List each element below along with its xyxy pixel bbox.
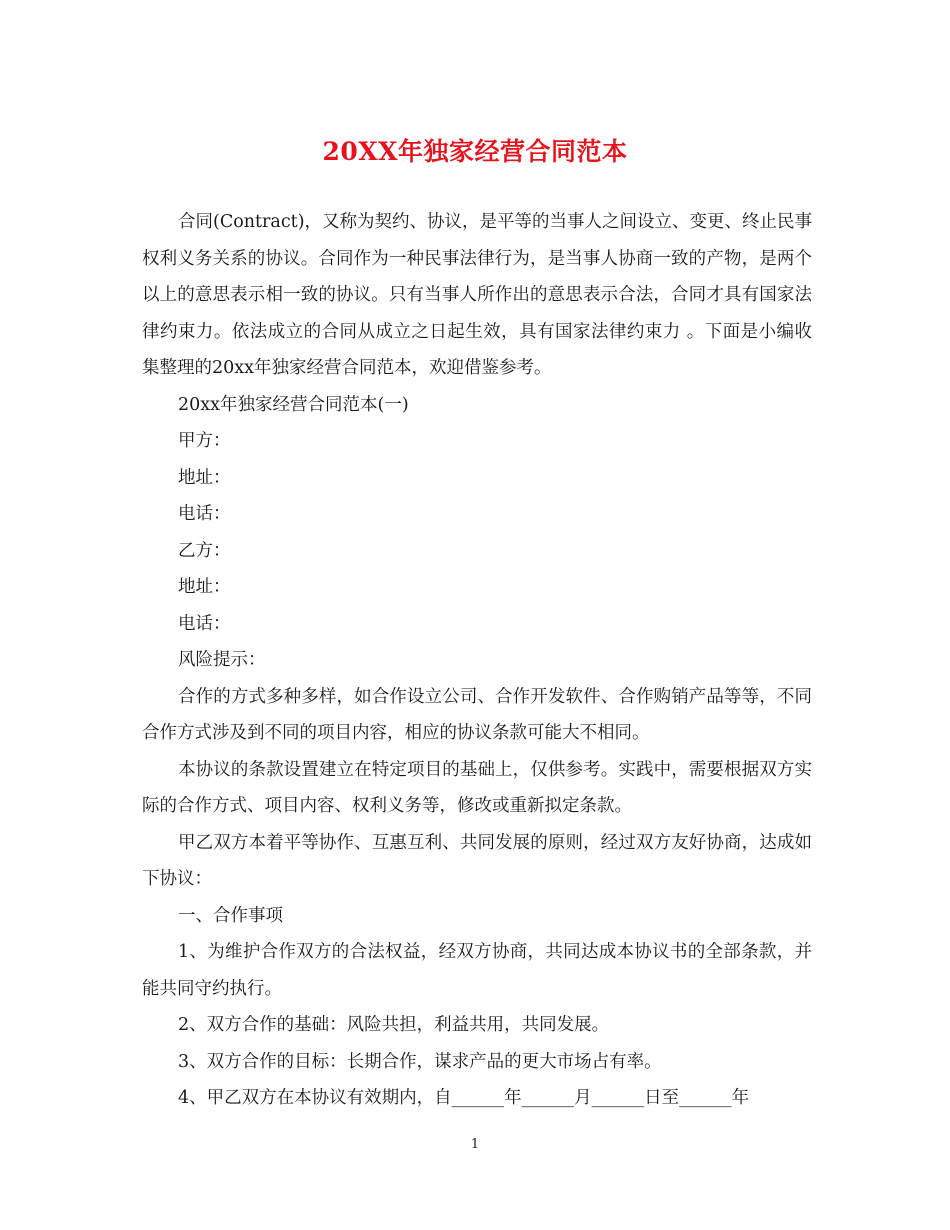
- clause-item: 1、为维护合作双方的合法权益，经双方协商，共同达成本协议书的全部条款，并能共同守约执行。: [142, 942, 812, 999]
- agreement-preamble: 甲乙双方本着平等协作、互惠互利、共同发展的原则，经过双方友好协商，达成如下协议：: [142, 832, 812, 889]
- party-b-phone-label: 电话：: [178, 613, 231, 634]
- party-b-address-label: 地址：: [178, 577, 231, 597]
- document-title: 20XX年独家经营合同范本: [322, 137, 628, 166]
- risk-notice-paragraph-2: 本协议的条款设置建立在特定项目的基础上，仅供参考。实践中，需要根据双方实际的合作方式、项目内容、权利义务等，修改或重新拟定条款。: [142, 759, 812, 816]
- clause-item: 2、双方合作的基础：风险共担，利益共用，共同发展。: [178, 1015, 610, 1035]
- party-a-label: 甲方：: [178, 431, 231, 451]
- intro-paragraph: 合同(Contract)，又称为契约、协议，是平等的当事人之间设立、变更、终止民事权利义务关系的协议。合同作为一种民事法律行为，是当事人协商一致的产物，是两个以上的意思表示相一致的协议。只有当事人所作出的意思表示合法，合同才具有国家法律约束力。依法成立的合同从成立之日起生效，具有国家法律约束力 。下面是小编收集整理的20xx年独家经营合同范本，欢迎借鉴参考。: [142, 212, 813, 378]
- section-heading: 20xx年独家经营合同范本(一): [178, 394, 409, 415]
- clause-heading: 一、合作事项: [178, 905, 283, 926]
- party-a-phone-label: 电话：: [178, 504, 231, 524]
- party-a-address-label: 地址：: [178, 467, 231, 488]
- document-body: [142, 204, 812, 1117]
- page-number: 1: [470, 1137, 480, 1152]
- risk-notice-heading: 风险提示：: [178, 650, 266, 670]
- clause-item: 3、双方合作的目标：长期合作，谋求产品的更大市场占有率。: [178, 1051, 662, 1072]
- risk-notice-paragraph-1: 合作的方式多种多样，如合作设立公司、合作开发软件、合作购销产品等等，不同合作方式涉及到不同的项目内容，相应的协议条款可能大不相同。: [142, 686, 812, 743]
- party-b-label: 乙方：: [178, 540, 231, 561]
- clause-item: 4、甲乙双方在本协议有效期内，自______年______月______日至______年: [178, 1088, 750, 1108]
